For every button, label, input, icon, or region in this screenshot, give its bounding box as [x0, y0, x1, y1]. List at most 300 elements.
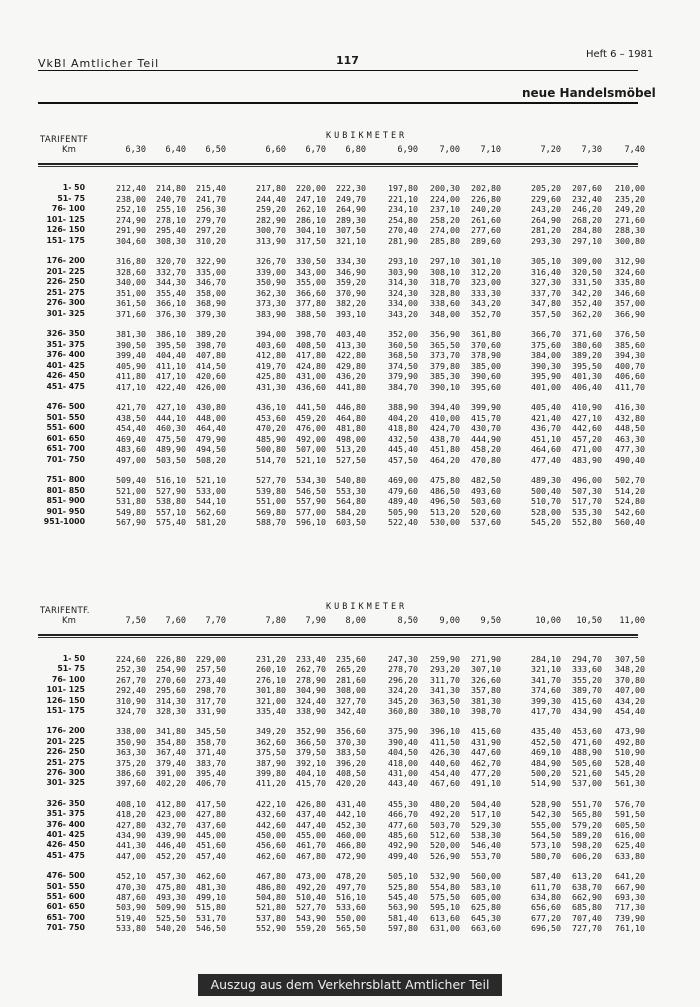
rate-cell: 324,60	[615, 266, 645, 277]
rate-cell: 267,70	[116, 674, 146, 685]
rate-cell: 425,80	[256, 371, 286, 381]
rate-cell: 415,60	[572, 695, 602, 706]
rate-cell: 326,70	[256, 256, 286, 266]
rate-cell: 293,10	[388, 256, 418, 266]
rate-cell: 395,90	[531, 371, 561, 381]
rate-cell: 322,90	[196, 256, 226, 266]
distance-range: 801- 850	[46, 485, 85, 495]
rate-cell: 527,90	[156, 485, 186, 496]
rate-cell: 645,30	[471, 912, 501, 923]
distance-range: 1- 50	[62, 654, 85, 663]
table-row	[0, 309, 700, 319]
rate-cell: 333,30	[471, 287, 501, 298]
rate-cell: 415,70	[471, 412, 501, 423]
column-header: 9,00	[439, 616, 460, 626]
header-divider	[38, 634, 638, 636]
rate-cell: 399,90	[471, 402, 501, 412]
rate-cell: 677,20	[531, 912, 561, 923]
distance-range: 701- 750	[46, 454, 85, 464]
rate-cell: 254,80	[388, 214, 418, 225]
rate-cell: 399,30	[531, 695, 561, 706]
rate-cell: 256,30	[196, 204, 226, 214]
rate-cell: 481,30	[196, 881, 226, 892]
rate-cell: 460,00	[336, 830, 366, 840]
rate-cell: 324,40	[296, 695, 326, 706]
rate-cell: 358,00	[196, 287, 226, 298]
rate-cell: 240,20	[471, 204, 501, 214]
rate-cell: 412,80	[256, 350, 286, 360]
rate-cell: 419,70	[256, 360, 286, 371]
rate-cell: 355,40	[156, 287, 186, 298]
rate-cell: 338,00	[116, 726, 146, 737]
distance-range: 651- 700	[46, 444, 85, 453]
rate-cell: 301,10	[471, 256, 501, 266]
rate-cell: 321,10	[531, 664, 561, 675]
table-row	[0, 267, 700, 277]
rate-cell: 560,00	[471, 871, 501, 882]
rate-cell: 379,50	[296, 747, 326, 758]
rate-cell: 411,70	[615, 381, 645, 392]
rate-cell: 373,30	[256, 298, 286, 308]
rate-cell: 328,60	[116, 266, 146, 277]
rate-cell: 462,60	[196, 871, 226, 882]
table-row	[0, 913, 700, 923]
rate-cell: 528,90	[531, 798, 561, 809]
rate-cell: 394,00	[256, 329, 286, 339]
distance-range: 451- 475	[46, 850, 85, 860]
rate-cell: 318,70	[430, 277, 460, 287]
rate-cell: 580,70	[531, 850, 561, 861]
rate-cell: 406,40	[572, 381, 602, 392]
rate-cell: 411,80	[116, 371, 146, 381]
rate-cell: 451,80	[430, 444, 460, 454]
rate-cell: 338,90	[296, 706, 326, 716]
rate-cell: 383,70	[196, 757, 226, 768]
rate-cell: 553,70	[471, 850, 501, 861]
rate-cell: 378,90	[471, 350, 501, 360]
rate-cell: 389,20	[196, 329, 226, 339]
rate-cell: 417,70	[531, 706, 561, 716]
km-label: Km	[62, 145, 76, 155]
rate-cell: 235,20	[615, 193, 645, 204]
rate-cell: 237,10	[430, 204, 460, 214]
rate-cell: 314,30	[388, 277, 418, 287]
rate-cell: 335,40	[256, 706, 286, 716]
rate-cell: 383,50	[336, 747, 366, 758]
rate-cell: 309,00	[572, 256, 602, 266]
rate-cell: 503,50	[156, 454, 186, 465]
rate-cell: 226,80	[156, 654, 186, 664]
rate-cell: 634,80	[531, 892, 561, 902]
table-row	[0, 871, 700, 881]
rate-cell: 341,30	[430, 685, 460, 696]
rate-cell: 345,20	[388, 695, 418, 706]
table-row	[0, 517, 700, 527]
rate-cell: 365,50	[430, 339, 460, 350]
rate-cell: 525,80	[388, 881, 418, 892]
column-header: 7,50	[125, 616, 146, 626]
table-row	[0, 758, 700, 768]
table-row	[0, 696, 700, 706]
table-row	[0, 455, 700, 465]
rate-cell: 297,10	[572, 235, 602, 246]
rate-cell: 497,70	[336, 881, 366, 892]
rate-cell: 411,20	[256, 778, 286, 789]
tarif-label: TARIFENTF	[40, 135, 89, 145]
header-divider-thin	[38, 166, 638, 167]
rate-cell: 278,70	[388, 664, 418, 675]
rate-cell: 286,10	[296, 214, 326, 225]
rate-cell: 613,60	[430, 912, 460, 923]
rate-cell: 469,00	[388, 475, 418, 485]
table-row	[0, 726, 700, 736]
rate-cell: 557,10	[156, 506, 186, 517]
rate-cell: 327,30	[531, 277, 561, 287]
rate-cell: 271,90	[471, 654, 501, 664]
rate-cell: 202,80	[471, 183, 501, 193]
rate-cell: 525,50	[156, 912, 186, 923]
distance-range: 251- 275	[46, 757, 85, 767]
column-header: 7,20	[540, 145, 561, 155]
rate-cell: 492,00	[296, 433, 326, 444]
rate-cell: 605,50	[615, 819, 645, 830]
column-header: 8,50	[397, 616, 418, 626]
rate-cell: 514,20	[615, 485, 645, 496]
rate-cell: 381,30	[471, 695, 501, 706]
rate-cell: 312,20	[471, 266, 501, 277]
rate-cell: 316,80	[116, 256, 146, 266]
rate-cell: 406,70	[196, 778, 226, 789]
rate-cell: 406,60	[615, 371, 645, 381]
rate-cell: 520,60	[471, 506, 501, 517]
rate-cell: 464,60	[531, 444, 561, 454]
distance-range: 176- 200	[46, 726, 85, 736]
rate-cell: 370,90	[336, 287, 366, 298]
distance-range: 201- 225	[46, 736, 85, 746]
rate-cell: 414,50	[196, 360, 226, 371]
rate-cell: 485,90	[256, 433, 286, 444]
rate-cell: 366,60	[296, 287, 326, 298]
rate-cell: 205,20	[531, 183, 561, 193]
rate-cell: 402,20	[156, 778, 186, 789]
rate-cell: 310,20	[196, 235, 226, 246]
rate-cell: 438,70	[430, 433, 460, 444]
rate-cell: 538,30	[471, 830, 501, 840]
rate-cell: 507,00	[296, 444, 326, 454]
table-row	[0, 423, 700, 433]
rate-cell: 453,60	[256, 412, 286, 423]
rate-cell: 379,80	[430, 360, 460, 371]
header-rule	[38, 70, 638, 71]
rate-cell: 522,40	[388, 517, 418, 527]
rate-cell: 333,60	[572, 664, 602, 675]
rate-cell: 366,50	[296, 736, 326, 747]
distance-range: 126- 150	[46, 695, 85, 705]
rate-cell: 564,50	[531, 830, 561, 840]
rate-cell: 260,10	[256, 664, 286, 675]
rate-cell: 393,10	[336, 308, 366, 319]
rate-cell: 323,00	[471, 277, 501, 287]
rate-cell: 565,80	[572, 809, 602, 820]
rate-cell: 446,40	[156, 840, 186, 851]
header-divider-thin	[38, 637, 638, 638]
rate-cell: 685,80	[572, 902, 602, 913]
rate-cell: 268,20	[572, 214, 602, 225]
footer-banner: Auszug aus dem Verkehrsblatt Amtlicher Teil	[198, 974, 502, 996]
table-row	[0, 654, 700, 664]
rate-cell: 469,10	[531, 747, 561, 758]
rate-cell: 436,70	[531, 423, 561, 433]
rate-cell: 371,40	[196, 747, 226, 758]
column-header: 9,50	[480, 616, 501, 626]
rate-cell: 389,20	[572, 350, 602, 360]
rate-cell: 413,30	[336, 339, 366, 350]
rate-cell: 307,50	[615, 654, 645, 664]
rate-cell: 215,40	[196, 183, 226, 193]
rate-cell: 538,80	[156, 496, 186, 506]
rate-cell: 293,20	[430, 664, 460, 675]
rate-cell: 575,40	[156, 517, 186, 527]
rate-cell: 262,70	[296, 664, 326, 675]
rate-cell: 375,20	[116, 757, 146, 768]
table-row	[0, 507, 700, 517]
rate-cell: 436,60	[296, 381, 326, 392]
table-row	[0, 402, 700, 412]
rate-cell: 503,60	[471, 496, 501, 506]
column-header: 6,30	[125, 145, 146, 155]
rate-cell: 480,20	[430, 798, 460, 809]
rate-cell: 457,20	[572, 433, 602, 444]
rate-cell: 462,70	[471, 757, 501, 768]
table-row	[0, 288, 700, 298]
rate-cell: 515,80	[196, 902, 226, 913]
rate-cell: 370,80	[615, 674, 645, 685]
rate-cell: 472,90	[336, 850, 366, 861]
rate-cell: 312,90	[615, 256, 645, 266]
rate-cell: 310,90	[116, 695, 146, 706]
rate-cell: 258,20	[430, 214, 460, 225]
rate-cell: 505,90	[388, 506, 418, 517]
rate-cell: 340,00	[116, 277, 146, 287]
rate-cell: 307,10	[471, 664, 501, 675]
rate-cell: 408,50	[336, 768, 366, 778]
rate-cell: 308,10	[430, 266, 460, 277]
rate-cell: 471,60	[572, 736, 602, 747]
rate-cell: 321,10	[336, 235, 366, 246]
rate-cell: 550,00	[336, 912, 366, 923]
rate-cell: 356,60	[336, 726, 366, 737]
rate-cell: 616,00	[615, 830, 645, 840]
distance-range: 601- 650	[46, 433, 85, 443]
rate-cell: 279,70	[196, 214, 226, 225]
rate-cell: 447,40	[296, 819, 326, 830]
rate-cell: 457,40	[196, 850, 226, 861]
rate-cell: 464,40	[196, 423, 226, 433]
rate-cell: 422,40	[156, 381, 186, 392]
rate-cell: 363,50	[430, 695, 460, 706]
rate-cell: 457,50	[388, 454, 418, 465]
rate-cell: 397,60	[116, 778, 146, 789]
distance-range: 276- 300	[46, 768, 85, 777]
rate-cell: 383,90	[256, 308, 286, 319]
distance-range: 426- 450	[46, 840, 85, 850]
rate-cell: 546,50	[196, 923, 226, 934]
rate-cell: 390,30	[531, 360, 561, 371]
rate-cell: 431,90	[471, 736, 501, 747]
rate-cell: 212,40	[116, 183, 146, 193]
rate-cell: 418,20	[116, 809, 146, 820]
rate-cell: 226,80	[471, 193, 501, 204]
rate-cell: 296,20	[388, 674, 418, 685]
rate-cell: 357,80	[471, 685, 501, 696]
rate-cell: 404,50	[388, 747, 418, 758]
rate-cell: 533,60	[336, 902, 366, 913]
rate-cell: 431,00	[296, 371, 326, 381]
rate-cell: 464,80	[336, 412, 366, 423]
rate-cell: 368,90	[196, 298, 226, 308]
distance-range: 76- 100	[51, 674, 85, 684]
rate-cell: 255,10	[156, 204, 186, 214]
rate-cell: 545,20	[531, 517, 561, 527]
rate-cell: 308,00	[336, 685, 366, 696]
rate-cell: 475,50	[156, 433, 186, 444]
rate-cell: 564,80	[336, 496, 366, 506]
rate-cell: 442,60	[256, 819, 286, 830]
rate-cell: 264,90	[336, 204, 366, 214]
rate-cell: 363,30	[116, 747, 146, 758]
column-header: 6,70	[305, 145, 326, 155]
rate-cell: 426,80	[296, 798, 326, 809]
rate-cell: 244,40	[256, 193, 286, 204]
rate-cell: 426,00	[196, 381, 226, 392]
rate-cell: 241,70	[196, 193, 226, 204]
rate-cell: 727,70	[572, 923, 602, 934]
rate-cell: 381,30	[116, 329, 146, 339]
table-row	[0, 194, 700, 204]
rate-cell: 532,90	[430, 871, 460, 882]
rate-cell: 434,20	[615, 695, 645, 706]
rate-cell: 347,80	[531, 298, 561, 308]
rate-cell: 398,70	[471, 706, 501, 716]
distance-range: 351- 375	[46, 339, 85, 349]
rate-cell: 410,90	[572, 402, 602, 412]
rate-cell: 560,40	[615, 517, 645, 527]
rate-cell: 524,80	[615, 496, 645, 506]
rate-cell: 407,00	[615, 685, 645, 696]
table-row	[0, 475, 700, 485]
rate-cell: 361,80	[471, 329, 501, 339]
rate-cell: 343,20	[471, 298, 501, 308]
rate-cell: 404,40	[156, 350, 186, 360]
rate-cell: 197,80	[388, 183, 418, 193]
distance-range: 501- 550	[46, 412, 85, 422]
rate-cell: 442,10	[336, 809, 366, 820]
rate-cell: 445,40	[388, 444, 418, 454]
rate-cell: 331,50	[572, 277, 602, 287]
rate-cell: 477,20	[471, 768, 501, 778]
table-row	[0, 747, 700, 757]
rate-cell: 277,60	[471, 225, 501, 235]
rate-cell: 491,10	[471, 778, 501, 789]
rate-cell: 437,40	[296, 809, 326, 820]
rate-cell: 577,00	[296, 506, 326, 517]
rate-cell: 371,60	[116, 308, 146, 319]
rate-cell: 349,20	[256, 726, 286, 737]
rate-cell: 440,60	[430, 757, 460, 768]
column-header: 6,40	[165, 145, 186, 155]
rate-cell: 396,20	[336, 757, 366, 768]
rate-cell: 304,90	[296, 685, 326, 696]
rate-cell: 498,00	[336, 433, 366, 444]
rate-cell: 380,60	[572, 339, 602, 350]
rate-cell: 500,40	[531, 485, 561, 496]
rate-cell: 371,60	[572, 329, 602, 339]
rate-cell: 384,70	[388, 381, 418, 392]
rate-cell: 543,90	[296, 912, 326, 923]
rate-cell: 282,90	[256, 214, 286, 225]
table-row	[0, 434, 700, 444]
rate-cell: 421,70	[116, 402, 146, 412]
rate-cell: 249,20	[615, 204, 645, 214]
distance-range: 301- 325	[46, 778, 85, 788]
rate-cell: 513,20	[336, 444, 366, 454]
section-rule	[38, 102, 638, 104]
rate-cell: 477,30	[615, 444, 645, 454]
rate-cell: 516,10	[156, 475, 186, 485]
distance-range: 551- 600	[46, 892, 85, 901]
table-row	[0, 882, 700, 892]
rate-cell: 597,80	[388, 923, 418, 934]
distance-range: 51- 75	[57, 664, 85, 674]
rate-cell: 583,10	[471, 881, 501, 892]
rate-cell: 289,60	[471, 235, 501, 246]
rate-cell: 375,50	[256, 747, 286, 758]
rate-cell: 359,20	[336, 277, 366, 287]
rate-cell: 399,80	[256, 768, 286, 778]
distance-range: 376- 400	[46, 819, 85, 829]
table-row	[0, 706, 700, 716]
rate-cell: 257,50	[196, 664, 226, 675]
rate-cell: 297,20	[196, 225, 226, 235]
table-row	[0, 840, 700, 850]
rate-cell: 492,80	[615, 736, 645, 747]
rate-cell: 377,80	[296, 298, 326, 308]
rate-cell: 490,40	[615, 454, 645, 465]
rate-cell: 452,50	[531, 736, 561, 747]
rate-cell: 475,80	[156, 881, 186, 892]
rate-cell: 534,30	[296, 475, 326, 485]
rate-cell: 537,80	[256, 912, 286, 923]
rate-cell: 442,60	[572, 423, 602, 433]
rate-cell: 307,50	[336, 225, 366, 235]
rate-cell: 398,70	[296, 329, 326, 339]
distance-range: 376- 400	[46, 350, 85, 359]
rate-cell: 221,10	[388, 193, 418, 204]
rate-cell: 367,40	[156, 747, 186, 758]
rate-cell: 265,20	[336, 664, 366, 675]
column-header: 6,60	[265, 145, 286, 155]
rate-cell: 539,80	[256, 485, 286, 496]
rate-cell: 528,00	[531, 506, 561, 517]
rate-cell: 341,80	[156, 726, 186, 737]
rate-cell: 508,20	[196, 454, 226, 465]
distance-range: 301- 325	[46, 308, 85, 318]
rate-cell: 554,80	[430, 881, 460, 892]
rate-cell: 500,80	[256, 444, 286, 454]
rate-cell: 470,80	[471, 454, 501, 465]
rate-cell: 631,00	[430, 923, 460, 934]
rate-cell: 224,60	[116, 654, 146, 664]
